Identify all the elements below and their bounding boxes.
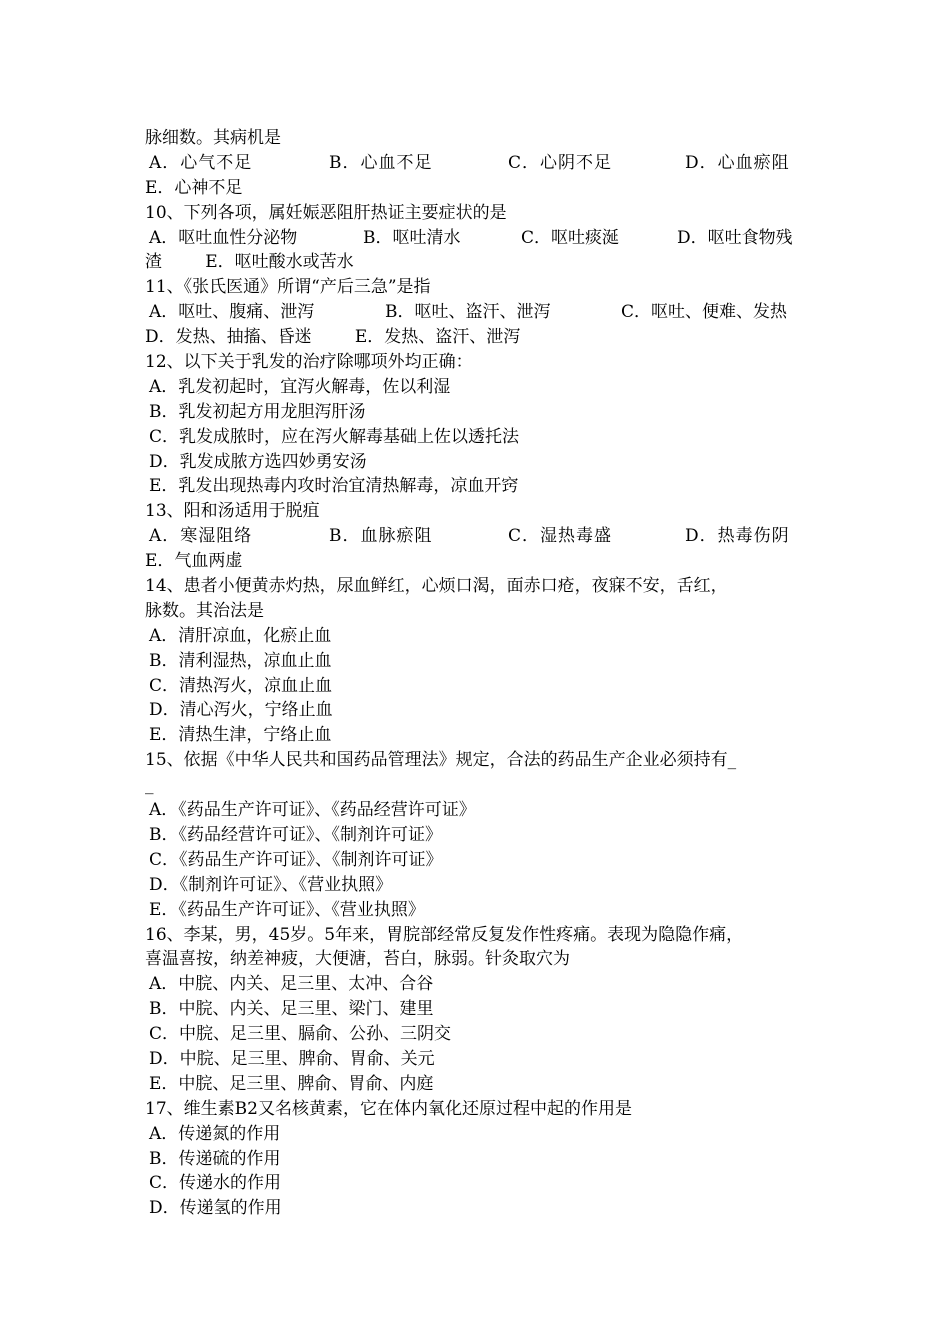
question-16-option-b: B．中脘、内关、足三里、梁门、建里 xyxy=(149,999,434,1020)
option-d: D．呕吐食物残 xyxy=(677,227,793,248)
question-15-option-b: B．《药品经营许可证》、《制剂许可证》 xyxy=(149,824,442,845)
question-17-option-a: A．传递氮的作用 xyxy=(149,1123,281,1144)
question-17-stem: 17、维生素B2又名核黄素，它在体内氧化还原过程中起的作用是 xyxy=(145,1098,632,1119)
option-b: B．血脉瘀阻 xyxy=(329,526,433,547)
question-11-options-continued: D．发热、抽搐、昏迷 E．发热、盗汗、泄泻 xyxy=(145,327,521,348)
question-14-option-a: A．清肝凉血，化瘀止血 xyxy=(149,625,332,646)
option-a: A．呕吐、腹痛、泄泻 xyxy=(149,302,315,323)
question-12-option-c: C．乳发成脓时，应在泻火解毒基础上佐以透托法 xyxy=(149,426,520,447)
document-page xyxy=(145,126,825,1221)
question-16-option-c: C．中脘、足三里、膈俞、公孙、三阴交 xyxy=(149,1024,452,1045)
question-13-options-row xyxy=(145,524,825,549)
question-15-stem: 15、依据《中华人民共和国药品管理法》规定，合法的药品生产企业必须持有_ xyxy=(145,750,737,771)
question-12-option-d: D．乳发成脓方选四妙勇安汤 xyxy=(149,451,367,472)
question-9-options-row xyxy=(145,151,825,176)
question-16-option-a: A．中脘、内关、足三里、太冲、合谷 xyxy=(149,974,434,995)
question-16-option-e: E．中脘、足三里、脾俞、胃俞、内庭 xyxy=(149,1073,434,1094)
question-15-option-c: C．《药品生产许可证》、《制剂许可证》 xyxy=(149,849,443,870)
question-17-option-c: C．传递水的作用 xyxy=(149,1173,282,1194)
question-15-option-a: A．《药品生产许可证》、《药品经营许可证》 xyxy=(149,800,476,821)
question-9-option-e: E．心神不足 xyxy=(145,177,243,198)
question-11-options-row xyxy=(145,300,825,325)
question-12-option-a: A．乳发初起时，宜泻火解毒，佐以利湿 xyxy=(149,376,451,397)
question-14-stem: 14、患者小便黄赤灼热，尿血鲜红，心烦口渴，面赤口疮，夜寐不安，舌红， xyxy=(145,576,728,597)
option-c: C．湿热毒盛 xyxy=(508,526,613,547)
question-10-stem: 10、下列各项，属妊娠恶阻肝热证主要症状的是 xyxy=(145,202,507,223)
question-13-option-e: E．气血两虚 xyxy=(145,551,243,572)
question-16-stem-continued: 喜温喜按，纳差神疲，大便溏，苔白，脉弱。针灸取穴为 xyxy=(145,949,570,970)
option-b: B．呕吐清水 xyxy=(363,227,461,248)
option-b: B．心血不足 xyxy=(329,152,433,173)
question-15-stem-continued: _ xyxy=(145,775,154,796)
question-14-option-c: C．清热泻火，凉血止血 xyxy=(149,675,333,696)
question-9-stem-continued: 脉细数。其病机是 xyxy=(145,128,281,148)
question-15-option-e: E．《药品生产许可证》、《营业执照》 xyxy=(149,899,425,920)
question-11-stem: 11、《张氏医通》所谓“产后三急”是指 xyxy=(145,277,431,298)
question-14-stem-continued: 脉数。其治法是 xyxy=(145,600,264,621)
question-16-option-d: D．中脘、足三里、脾俞、胃俞、关元 xyxy=(149,1048,435,1069)
option-d: D．心血瘀阻 xyxy=(685,152,790,173)
option-d: D．热毒伤阴 xyxy=(685,526,790,547)
question-12-stem: 12、以下关于乳发的治疗除哪项外均正确： xyxy=(145,352,473,373)
question-13-stem: 13、阳和汤适用于脱疽 xyxy=(145,501,320,522)
question-16-stem: 16、李某，男，45岁。5年来，胃脘部经常反复发作性疼痛。表现为隐隐作痛， xyxy=(145,924,744,945)
question-14-option-b: B．清利湿热，凉血止血 xyxy=(149,650,332,671)
option-c: C．心阴不足 xyxy=(508,152,613,173)
question-10-options-continued: 渣 E．呕吐酸水或苦水 xyxy=(145,252,354,273)
option-a: A．呕吐血性分泌物 xyxy=(149,227,298,248)
question-17-option-b: B．传递硫的作用 xyxy=(149,1148,281,1169)
question-14-option-e: E．清热生津，宁络止血 xyxy=(149,725,332,746)
option-a: A．心气不足 xyxy=(149,152,253,173)
question-12-option-b: B．乳发初起方用龙胆泻肝汤 xyxy=(149,401,366,422)
option-b: B．呕吐、盗汗、泄泻 xyxy=(385,302,551,323)
question-15-option-d: D．《制剂许可证》、《营业执照》 xyxy=(149,874,393,895)
option-c: C．呕吐、便难、发热 xyxy=(621,302,788,323)
option-a: A．寒湿阻络 xyxy=(149,526,253,547)
question-12-option-e: E．乳发出现热毒内攻时治宜清热解毒，凉血开窍 xyxy=(149,476,519,497)
option-c: C．呕吐痰涎 xyxy=(521,227,620,248)
question-14-option-d: D．清心泻火，宁络止血 xyxy=(149,700,333,721)
question-17-option-d: D．传递氢的作用 xyxy=(149,1198,282,1219)
question-10-options-row xyxy=(145,226,825,251)
